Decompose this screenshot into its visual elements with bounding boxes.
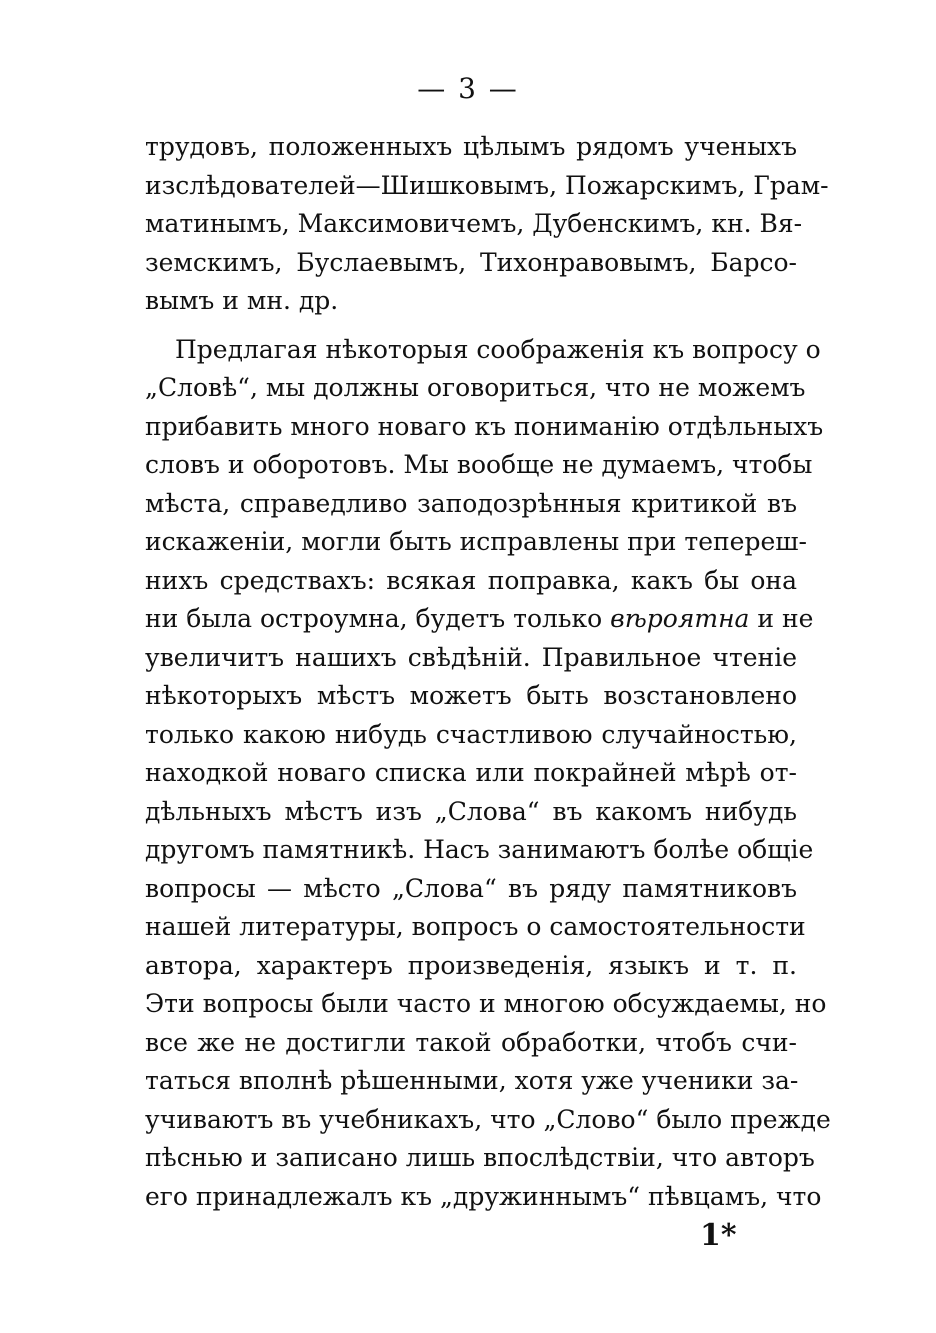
paragraph-1 bbox=[145, 128, 829, 321]
text-line: трудовъ, положенныхъ цѣлымъ рядомъ ученыхъ bbox=[145, 132, 797, 161]
text-line: искаженіи, могли быть исправлены при теперeш- bbox=[145, 527, 807, 556]
text-line: изслѣдователей—Шишковымъ, Пожарскимъ, Грам- bbox=[145, 170, 829, 200]
text-line: находкой новаго списка или покрайней мѣрѣ от- bbox=[145, 758, 797, 787]
text-line: матинымъ, Максимовичемъ, Дубенскимъ, кн. Вя- bbox=[145, 209, 803, 238]
text-line: прибавить много новаго къ пониманію отдѣльныхъ bbox=[145, 411, 824, 441]
text-line: Предлагая нѣкоторыя соображенія къ вопросу о bbox=[175, 334, 821, 364]
emphasized-word: вѣроятна bbox=[610, 604, 750, 633]
text-segment: ни была остроумна, будетъ только bbox=[145, 604, 603, 633]
text-line: земскимъ, Буслаевымъ, Тихонравовымъ, Барсо- bbox=[145, 247, 797, 277]
body-text bbox=[145, 128, 831, 1216]
text-line: нашей литературы, вопросъ о самостоятельности bbox=[145, 912, 806, 941]
text-line: вымъ и мн. др. bbox=[145, 286, 339, 315]
text-line: таться вполнѣ рѣшенными, хотя уже ученики за- bbox=[145, 1066, 799, 1095]
page-number: — 3 — bbox=[417, 72, 519, 105]
signature-mark: 1* bbox=[700, 1218, 737, 1253]
text-line: мѣста, справедливо заподозрѣнныя критикой въ bbox=[145, 488, 797, 518]
text-line: увеличитъ нашихъ свѣдѣній. Правильное чтеніе bbox=[145, 642, 797, 672]
text-line: другомъ памятникѣ. Насъ занимаютъ болѣе общіе bbox=[145, 835, 814, 864]
text-line: его принадлежалъ къ „дружиннымъ“ пѣвцамъ, что bbox=[145, 1181, 822, 1211]
text-line: учиваютъ въ учебникахъ, что „Слово“ было прежде bbox=[145, 1104, 831, 1134]
text-line: дѣльныхъ мѣстъ изъ „Слова“ въ какомъ нибудь bbox=[145, 796, 797, 826]
text-line: вопросы — мѣсто „Слова“ въ ряду памятниковъ bbox=[145, 873, 797, 903]
text-line: пѣснью и записано лишь впослѣдствіи, что авторъ bbox=[145, 1143, 815, 1172]
text-line: „Словѣ“, мы должны оговориться, что не можемъ bbox=[145, 373, 806, 402]
text-line: автора, характеръ произведенія, языкъ и т. п. bbox=[145, 950, 797, 980]
text-line: словъ и оборотовъ. Мы вообще не думаемъ, чтобы bbox=[145, 450, 813, 479]
paragraph-2 bbox=[145, 331, 831, 1217]
text-line-with-emphasis bbox=[145, 600, 814, 639]
text-line: только какою нибудь счастливою случайностью, bbox=[145, 719, 797, 749]
text-line: нихъ средствахъ: всякая поправка, какъ бы она bbox=[145, 565, 797, 595]
text-line: все же не достигли такой обработки, чтобъ счи- bbox=[145, 1027, 797, 1057]
text-line: нѣкоторыхъ мѣстъ можетъ быть возстановлено bbox=[145, 681, 797, 710]
text-line: Эти вопросы были часто и многою обсуждаемы, но bbox=[145, 989, 827, 1018]
text-segment: и не bbox=[757, 604, 814, 633]
paragraph-gap bbox=[145, 321, 797, 331]
